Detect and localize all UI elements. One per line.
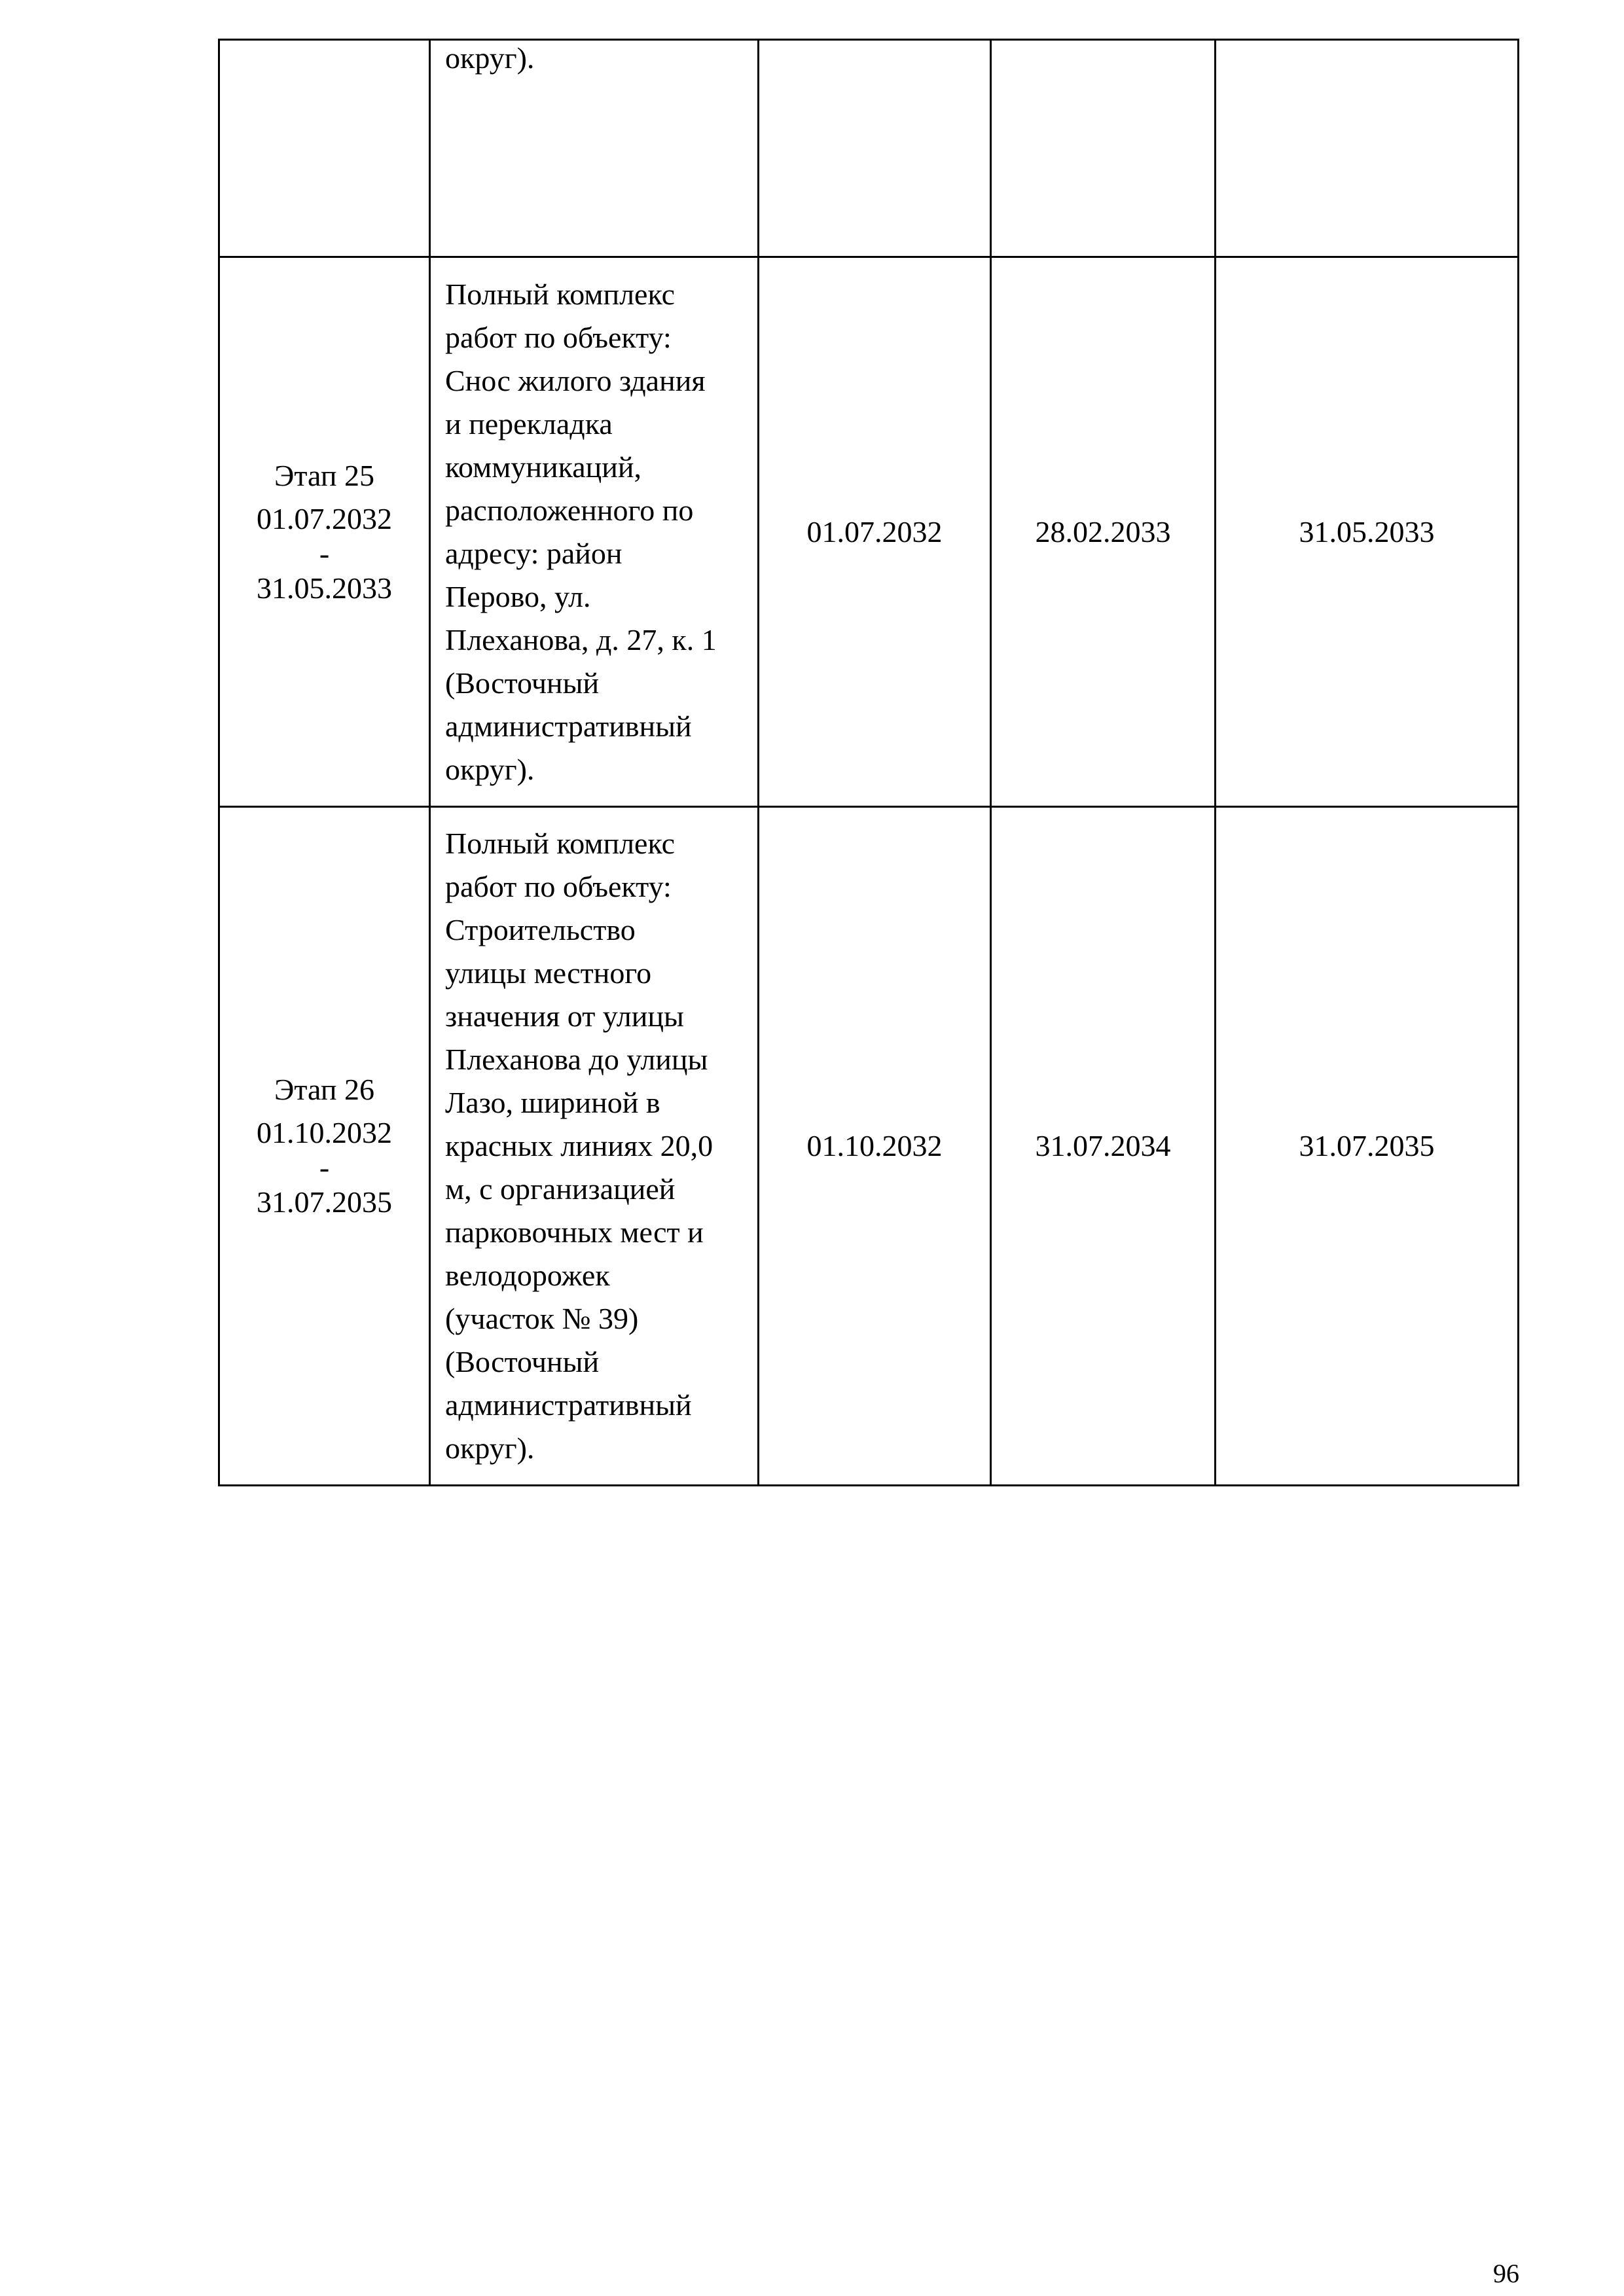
description-line: значения от улицы <box>445 999 684 1033</box>
description-line: Лазо, шириной в <box>445 1086 660 1119</box>
stage-label: Этап 25 <box>274 458 374 492</box>
description-line: парковочных мест и <box>445 1215 704 1249</box>
description-line: административный <box>445 1388 692 1422</box>
table-row <box>219 807 1519 1486</box>
description-line: коммуникаций, <box>445 450 642 484</box>
description-line: округ). <box>445 1431 535 1465</box>
schedule-table <box>218 39 1519 1486</box>
stage-cell <box>219 257 430 807</box>
description-line: Полный комплекс <box>445 827 676 860</box>
description-line: расположенного по <box>445 493 694 527</box>
description-line: и перекладка <box>445 406 613 440</box>
stage-cell <box>219 807 430 1486</box>
description-line: работ по объекту: <box>445 870 672 903</box>
date-cell-3: 31.07.2035 <box>1216 807 1519 1486</box>
description-line: красных линиях 20,0 <box>445 1129 713 1162</box>
stage-separator: - <box>319 536 330 570</box>
stage-end-date: 31.07.2035 <box>257 1185 392 1219</box>
description-line: (участок № 39) <box>445 1302 639 1335</box>
date-cell-1: 01.07.2032 <box>759 257 991 807</box>
description-cell <box>430 40 759 257</box>
description-line: работ по объекту: <box>445 320 672 354</box>
description-line: Снос жилого здания <box>445 363 706 397</box>
description-line: велодорожек <box>445 1259 610 1292</box>
stage-end-date: 31.05.2033 <box>257 571 392 605</box>
description-cell <box>430 257 759 807</box>
description-cell <box>430 807 759 1486</box>
stage-separator: - <box>319 1151 330 1184</box>
date-cell-3: 31.05.2033 <box>1216 257 1519 807</box>
description-line: улицы местного <box>445 956 652 990</box>
date-cell-2: 28.02.2033 <box>991 257 1216 807</box>
description-line: м, с организацией <box>445 1172 676 1206</box>
description-line: Перово, ул. <box>445 579 591 613</box>
page-number: 96 <box>1493 2259 1519 2288</box>
description-line: адресу: район <box>445 536 623 570</box>
date-cell-1 <box>759 40 991 257</box>
description-line: (Восточный <box>445 666 600 700</box>
description-line: Плеханова, д. 27, к. 1 <box>445 622 717 656</box>
stage-cell <box>219 40 430 257</box>
date-cell-2 <box>991 40 1216 257</box>
description-line: Полный комплекс <box>445 277 676 311</box>
stage-start-date: 01.10.2032 <box>257 1116 392 1149</box>
description-line: (Восточный <box>445 1345 600 1378</box>
date-cell-1: 01.10.2032 <box>759 807 991 1486</box>
description-line: Строительство <box>445 913 636 946</box>
stage-label: Этап 26 <box>274 1073 374 1106</box>
date-cell-3 <box>1216 40 1519 257</box>
description-line: округ). <box>445 752 535 786</box>
date-cell-2: 31.07.2034 <box>991 807 1216 1486</box>
description-line: Плеханова до улицы <box>445 1043 708 1076</box>
stage-start-date: 01.07.2032 <box>257 501 392 535</box>
table-row <box>219 257 1519 807</box>
table-row-continuation <box>219 40 1519 257</box>
description-line: административный <box>445 709 692 743</box>
description-line: округ). <box>445 41 535 75</box>
